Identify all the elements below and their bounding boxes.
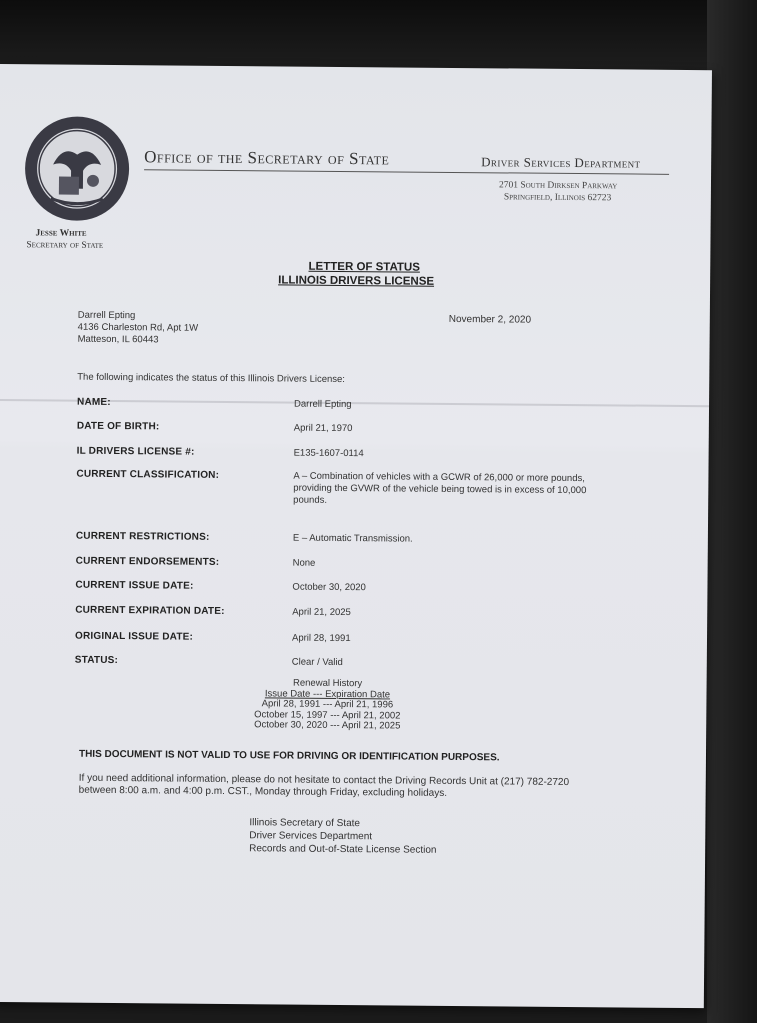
secretary-name: Jesse White xyxy=(35,228,87,239)
renewal-history-row: April 28, 1991 --- April 21, 1996 xyxy=(261,698,394,711)
field-label-classification: CURRENT CLASSIFICATION: xyxy=(76,468,220,481)
intro-text: The following indicates the status of this Illinois Drivers License: xyxy=(77,371,346,386)
renewal-history-row: October 30, 2020 --- April 21, 2025 xyxy=(254,719,401,732)
field-value-classification: A – Combination of vehicles with a GCWR of 26,000 or more pounds, providing the GVWR of the vehicle being towed is in excess of 10,000 pounds. xyxy=(293,470,587,506)
recipient-city: Matteson, IL 60443 xyxy=(77,333,159,346)
recipient-street: 4136 Charleston Rd, Apt 1W xyxy=(77,321,199,334)
field-value-issue-date: October 30, 2020 xyxy=(292,581,366,594)
field-value-status: Clear / Valid xyxy=(291,656,343,669)
renewal-history-title: Renewal History xyxy=(292,677,363,690)
field-label-issue-date: CURRENT ISSUE DATE: xyxy=(75,579,194,592)
field-value-original-issue-date: April 28, 1991 xyxy=(291,632,351,645)
contact-info: If you need additional information, please do not hesitate to contact the Driving Records Unit at (217) 782-2720 between 8:00 a.m. and 4:00 p.m. CST., Monday through Friday, excluding holidays. xyxy=(78,772,570,799)
department-title: Driver Services Department xyxy=(481,154,641,171)
field-value-license: E135-1607-0114 xyxy=(293,447,364,460)
field-value-name: Darrell Epting xyxy=(293,398,352,411)
field-label-restrictions: CURRENT RESTRICTIONS: xyxy=(75,530,210,543)
field-label-expiration-date: CURRENT EXPIRATION DATE: xyxy=(75,604,225,617)
office-title: Office of the Secretary of State xyxy=(144,147,390,169)
signoff-block xyxy=(249,816,437,857)
renewal-history-header: Issue Date --- Expiration Date xyxy=(264,687,391,700)
signoff-line-1: Illinois Secretary of State xyxy=(249,817,361,830)
renewal-history xyxy=(242,678,412,732)
renewal-history-row: October 15, 1997 --- April 21, 2002 xyxy=(254,708,401,722)
document-subtitle: ILLINOIS DRIVERS LICENSE xyxy=(278,274,435,288)
letter-date: November 2, 2020 xyxy=(448,313,532,326)
recipient-address xyxy=(78,310,199,347)
address-line-2: Springfield, Illinois 62723 xyxy=(503,192,612,204)
field-label-status: STATUS: xyxy=(74,654,119,667)
field-label-name: NAME: xyxy=(77,396,111,408)
state-seal-icon xyxy=(23,114,132,223)
field-label-endorsements: CURRENT ENDORSEMENTS: xyxy=(75,555,220,568)
field-value-expiration-date: April 21, 2025 xyxy=(292,606,351,619)
validity-warning: THIS DOCUMENT IS NOT VALID TO USE FOR DRIVING OR IDENTIFICATION PURPOSES. xyxy=(78,748,500,764)
field-label-dob: DATE OF BIRTH: xyxy=(76,420,160,433)
document-title: LETTER OF STATUS xyxy=(308,260,420,274)
field-value-dob: April 21, 1970 xyxy=(293,422,353,435)
field-label-license: IL DRIVERS LICENSE #: xyxy=(76,445,195,458)
letter-page xyxy=(0,64,712,1008)
field-value-restrictions: E – Automatic Transmission. xyxy=(292,532,413,545)
recipient-name: Darrell Epting xyxy=(77,309,136,322)
secretary-title: Secretary of State xyxy=(26,240,104,251)
signoff-line-2: Driver Services Department xyxy=(249,830,373,843)
field-value-endorsements: None xyxy=(292,557,316,569)
photo-backdrop-right xyxy=(707,0,757,1023)
address-line-1: 2701 South Dirksen Parkway xyxy=(498,180,618,192)
field-label-original-issue-date: ORIGINAL ISSUE DATE: xyxy=(74,630,194,643)
signoff-line-3: Records and Out-of-State License Section xyxy=(249,843,437,856)
